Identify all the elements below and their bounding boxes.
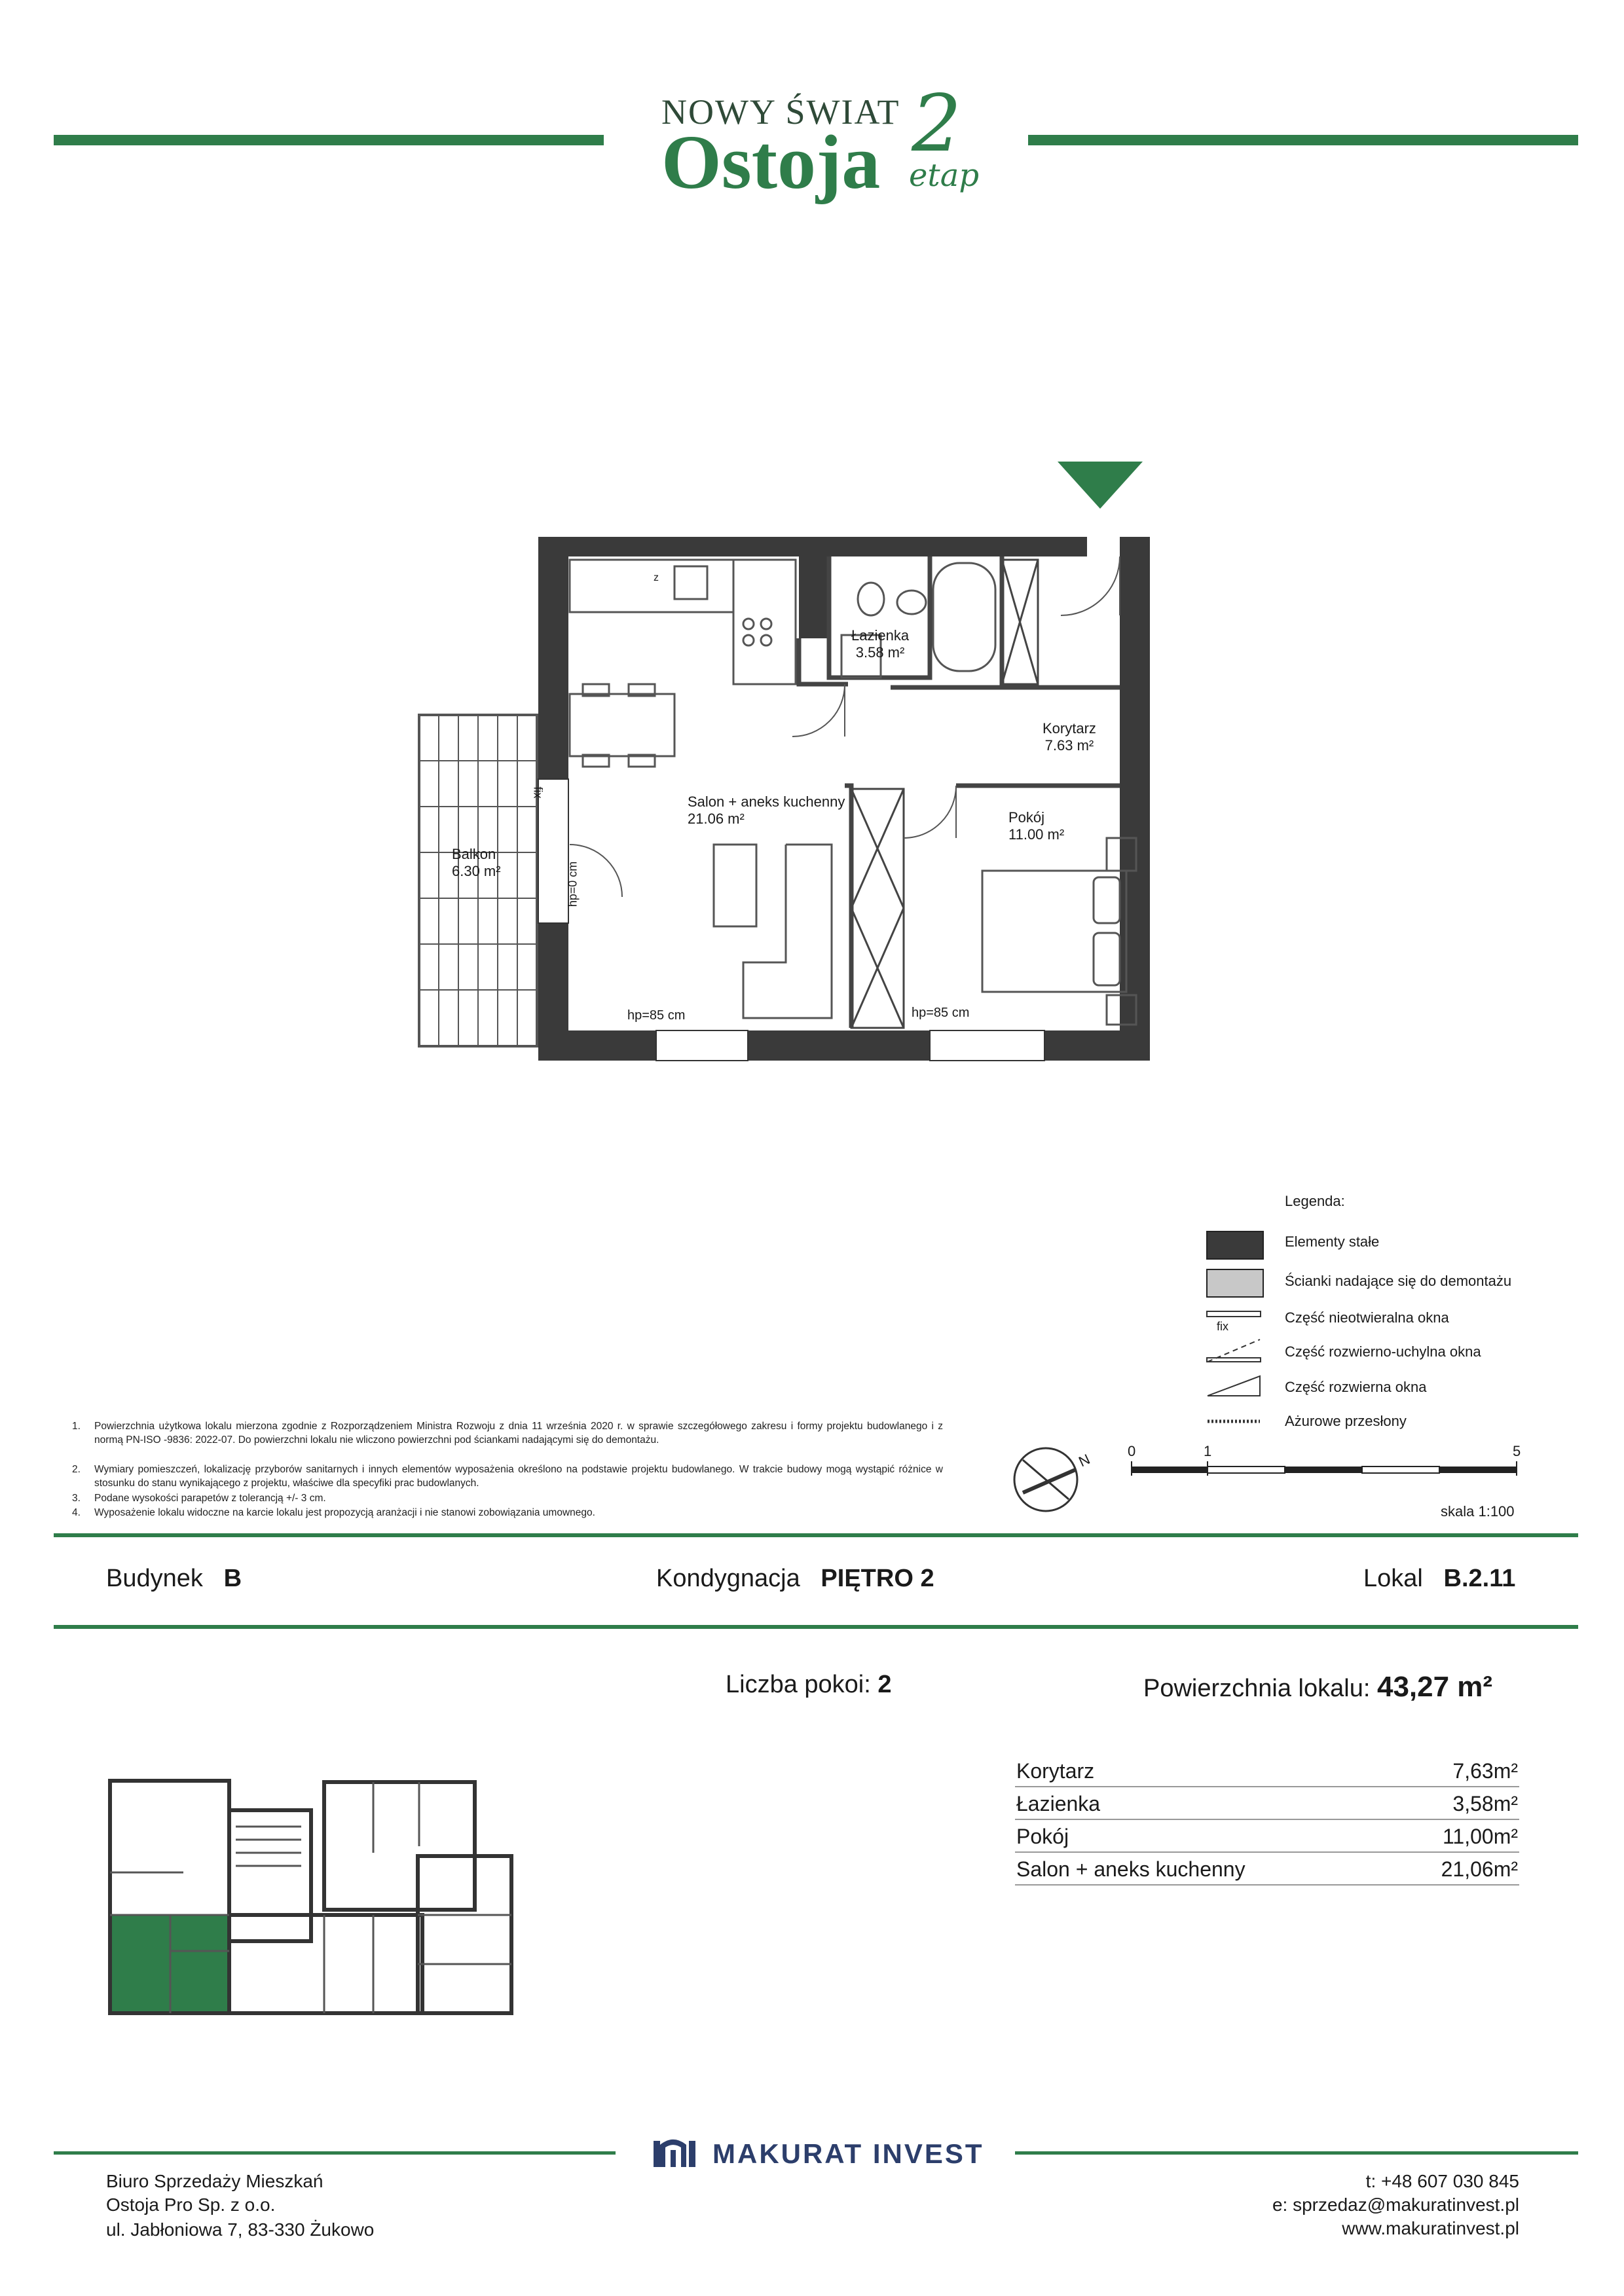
scale-tick-5: 5 — [1513, 1443, 1521, 1459]
room-row-korytarz: Korytarz 7,63m² — [1015, 1755, 1519, 1787]
logo-line2: Ostoja — [661, 119, 881, 205]
note-1: 1. Powierzchnia użytkowa lokalu mierzona zgodnie z Rozporządzeniem Ministra Rozwoju z dnia 11 września 2020 r. w sprawie szczegółowego zakresu i formy projektu budowlanego i z normą PN-ISO -9836: 2022-07. Do powierzchni lokalu nie wliczono powierzchni pod ściankami nadającymi się do demontażu. — [72, 1421, 943, 1446]
footer-left-line2: Ostoja Pro Sp. z o.o. — [106, 2195, 276, 2215]
footer-rule-left — [54, 2151, 616, 2155]
key-plan — [105, 1774, 517, 2023]
footer-website[interactable]: www.makuratinvest.pl — [1342, 2218, 1519, 2238]
legend-swatch-removable — [1206, 1269, 1264, 1298]
room-label-salon: Salon + aneks kuchenny 21.06 m² — [688, 793, 845, 827]
legend-swatch-fixed — [1206, 1231, 1264, 1260]
legend-lattice-icon — [1206, 1418, 1261, 1425]
legend-open-window-icon — [1206, 1372, 1261, 1398]
footer-rule-right — [1015, 2151, 1578, 2155]
note-2: 2. Wymiary pomieszczeń, lokalizację przyborów sanitarnych i innych elementów wyposażenia określono na podstawie projektu budowlanego. W trakcie budowy mogą wystąpić różnice w stosunku do stanu wynikającego z projektu, właściwe dla specyfiki prac budowlanych. — [72, 1464, 943, 1489]
room-label-korytarz: Korytarz 7.63 m² — [1043, 720, 1096, 754]
balcony-tiles — [419, 715, 537, 1046]
legend-item-fixed-window: Część nieotwieralna okna — [1285, 1309, 1449, 1326]
footer-left-line3: ul. Jabłoniowa 7, 83-330 Żukowo — [106, 2219, 375, 2240]
label-fix: fix — [531, 786, 545, 799]
scale-tick-0: 0 — [1128, 1443, 1136, 1459]
unit-info: Lokal B.2.11 — [1363, 1565, 1516, 1592]
legend-item-lattice: Ażurowe przesłony — [1285, 1413, 1407, 1429]
room-row-salon: Salon + aneks kuchenny 21,06m² — [1015, 1853, 1519, 1886]
bed — [982, 838, 1136, 1025]
info-rule-top — [54, 1533, 1578, 1537]
legend-item-removable: Ścianki nadające się do demontażu — [1285, 1273, 1512, 1289]
sofa — [714, 845, 832, 1018]
label-hp0: hp=0 cm — [566, 861, 580, 907]
floor-info: Kondygnacja PIĘTRO 2 — [656, 1565, 934, 1592]
logo-line1: NOWY ŚWIAT — [661, 92, 900, 132]
unit-area: Powierzchnia lokalu: 43,27 m² — [1143, 1671, 1493, 1703]
logo-stage-number: 2 — [912, 79, 962, 170]
scale-label: skala 1:100 — [1441, 1503, 1515, 1520]
footer-phone[interactable]: t: +48 607 030 845 — [1365, 2171, 1519, 2191]
interior-walls — [799, 556, 1120, 1028]
makurat-logo-icon — [654, 2138, 697, 2168]
logo-stage-word: etap — [909, 157, 980, 194]
note-4: 4. Wyposażenie lokalu widoczne na karcie lokalu jest propozycją aranżacji i nie stanowi zobowiązania umownego. — [72, 1507, 595, 1518]
room-label-lazienka: Łazienka 3.58 m² — [851, 627, 910, 661]
label-oven: z — [654, 572, 659, 583]
legend-item-open-window: Część rozwierna okna — [1285, 1379, 1427, 1395]
header-bar-right — [1028, 135, 1578, 145]
kitchen — [570, 560, 796, 684]
room-label-pokoj: Pokój 11.00 m² — [1008, 809, 1065, 843]
room-label-balkon: Balkon 6.30 m² — [452, 846, 501, 879]
compass-label: N — [1076, 1450, 1093, 1470]
entrance-arrow-icon — [1058, 462, 1143, 509]
rooms-count: Liczba pokoi: 2 — [726, 1671, 892, 1698]
label-hp85-left: hp=85 cm — [627, 1008, 686, 1023]
dining-table — [570, 684, 674, 767]
legend-fix-label: fix — [1217, 1320, 1228, 1333]
legend-title: Legenda: — [1285, 1193, 1345, 1209]
building-info: Budynek B — [106, 1565, 242, 1592]
footer-left-line1: Biuro Sprzedaży Mieszkań — [106, 2171, 323, 2191]
label-hp85-right: hp=85 cm — [912, 1006, 970, 1020]
info-rule-bottom — [54, 1625, 1578, 1629]
note-3: 3. Podane wysokości parapetów z tolerancją +/- 3 cm. — [72, 1493, 326, 1504]
header-bar-left — [54, 135, 604, 145]
room-row-pokoj: Pokój 11,00m² — [1015, 1820, 1519, 1853]
scale-bar — [1130, 1459, 1523, 1478]
legend-fixed-window-icon — [1206, 1311, 1261, 1326]
footer-brand: MAKURAT INVEST — [712, 2138, 984, 2169]
legend-item-fixed: Elementy stałe — [1285, 1233, 1380, 1250]
room-row-lazienka: Łazienka 3,58m² — [1015, 1787, 1519, 1820]
legend-item-tilt-window: Część rozwierno-uchylna okna — [1285, 1343, 1481, 1360]
scale-tick-1: 1 — [1204, 1443, 1212, 1459]
footer-email[interactable]: e: sprzedaz@makuratinvest.pl — [1272, 2195, 1519, 2215]
legend-tilt-window-icon — [1206, 1337, 1261, 1363]
